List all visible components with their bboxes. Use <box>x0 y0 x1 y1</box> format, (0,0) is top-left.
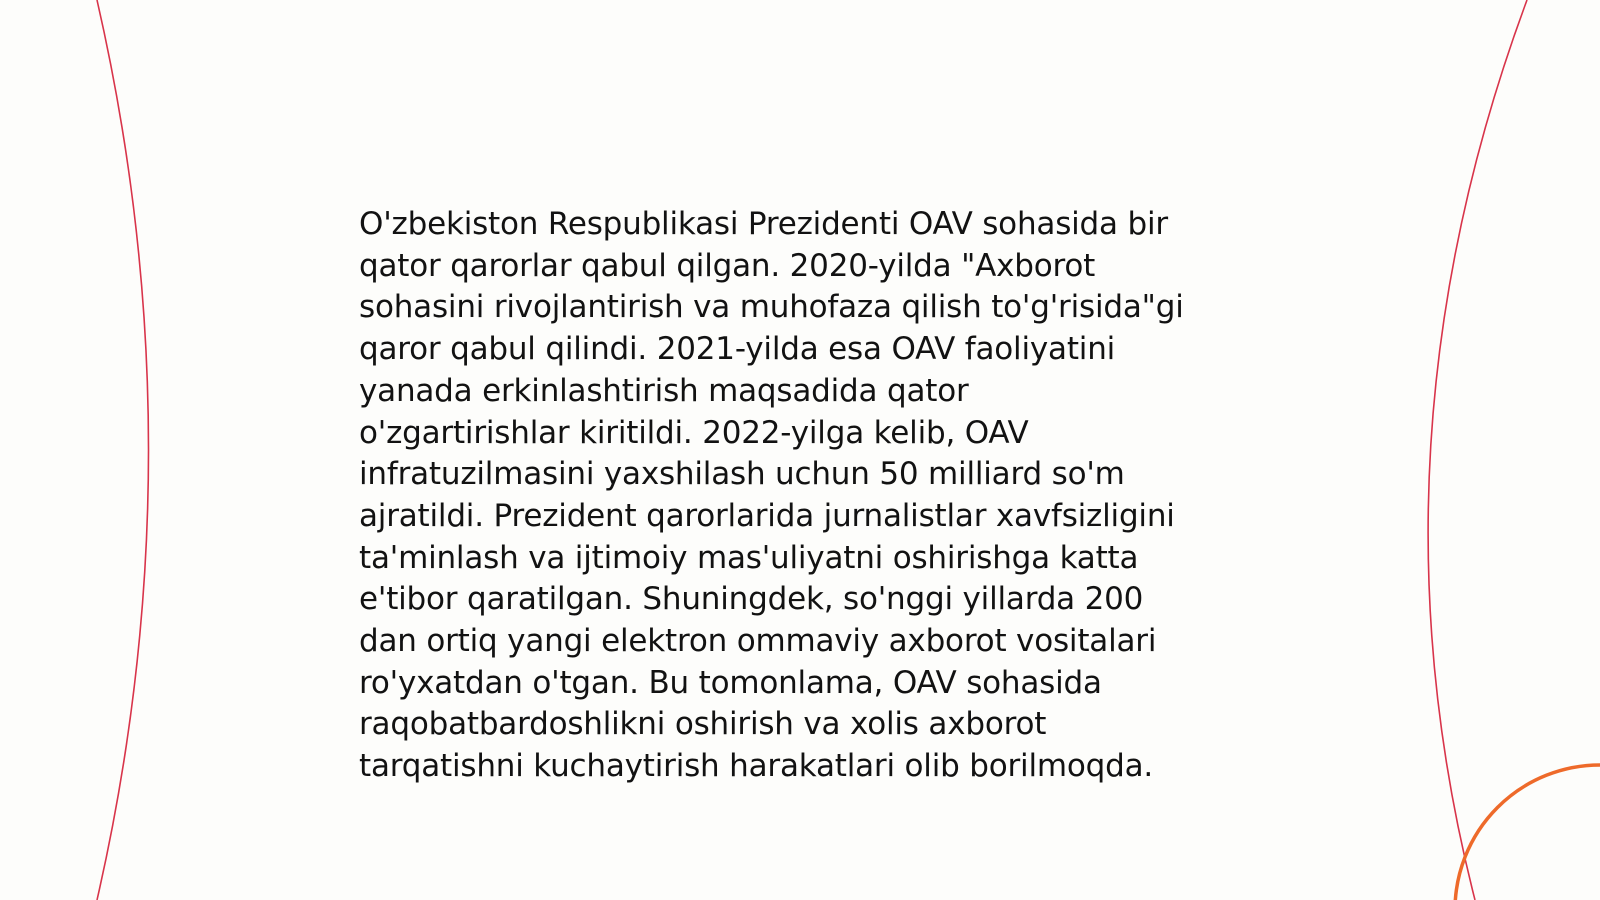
right-curve-line <box>1428 0 1527 900</box>
body-paragraph: O'zbekiston Respublikasi Prezidenti OAV sohasida bir qator qarorlar qabul qilgan. 2020-yilda "Axborot sohasini rivojlantirish va muhofaza qilish to'g'risida"gi qaror qabul qilindi. 2021-yilda esa OAV faoliyatini yanada erkinlashtirish maqsadida qator o'zgartirishlar kiritildi. 2022-yilga kelib, OAV infratuzilmasini yaxshilash uchun 50 milliard so'm ajratildi. Prezident qarorlarida jurnalistlar xavfsizligini ta'minlash va ijtimoiy mas'uliyatni oshirishga katta e'tibor qaratilgan. Shuningdek, so'nggi yillarda 200 dan ortiq yangi elektron ommaviy axborot vositalari ro'yxatdan o'tgan. Bu tomonlama, OAV sohasida raqobatbardoshlikni oshirish va xolis axborot tarqatishni kuchaytirish harakatlari olib borilmoqda. <box>359 206 1184 785</box>
left-curve-line <box>97 0 149 900</box>
orange-circle-arc <box>1455 765 1600 900</box>
